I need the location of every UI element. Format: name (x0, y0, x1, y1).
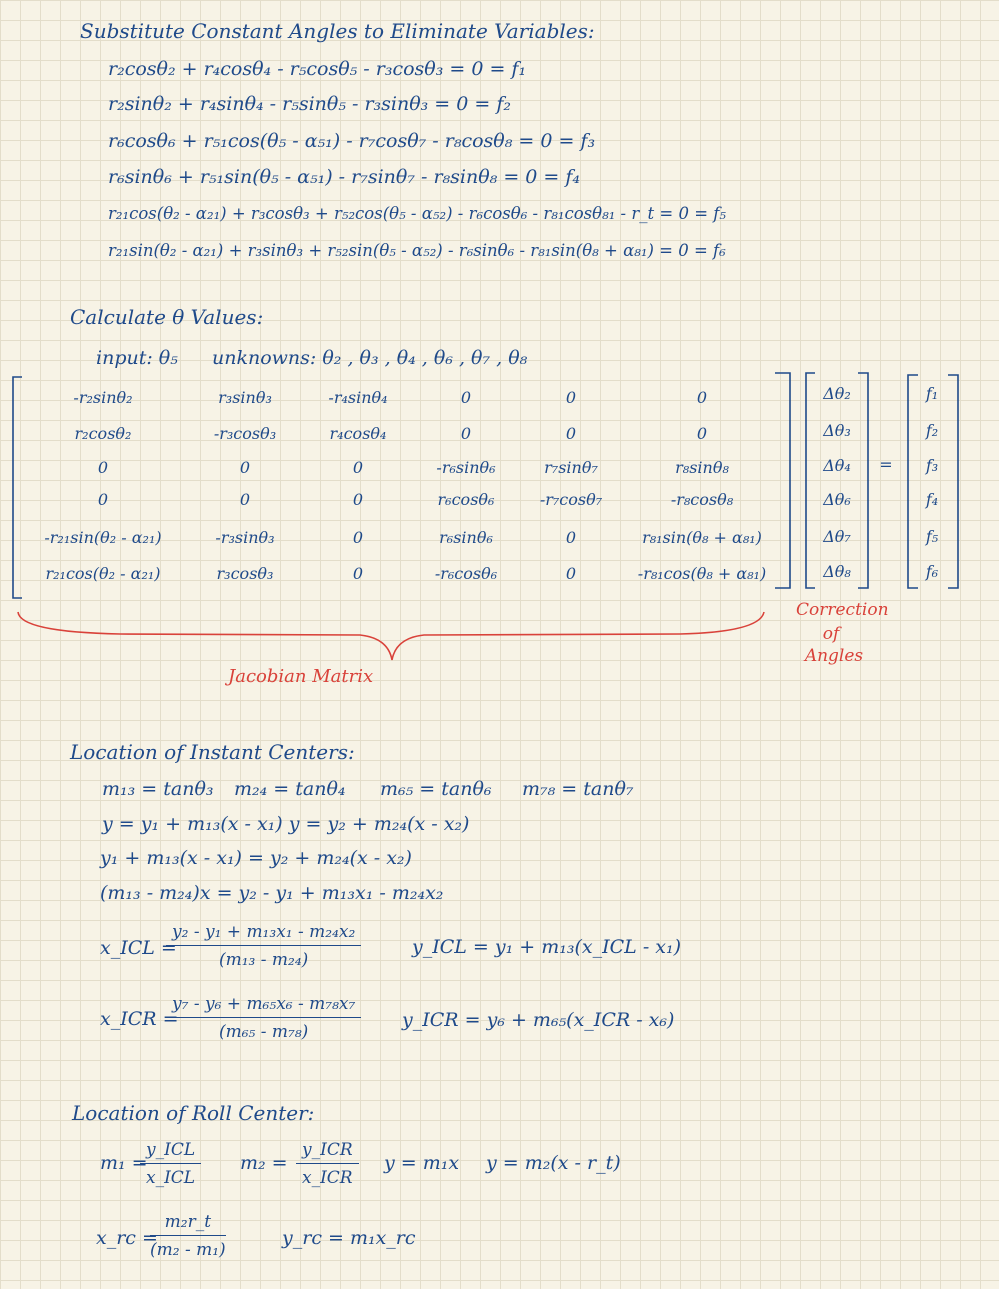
f-right-bracket (948, 375, 958, 588)
matrix-cell: -r₆sinθ₆ (436, 458, 496, 477)
equals-sign: = (879, 455, 893, 474)
yrc-equation: y_rc = m₁x_rc (282, 1227, 416, 1249)
slope-m24: m₂₄ = tanθ₄ (234, 778, 346, 800)
f-left-bracket (908, 375, 918, 588)
matrix-cell: -r₈cosθ₈ (670, 490, 734, 509)
section-heading-substitute: Substitute Constant Angles to Eliminate Variables: (80, 19, 595, 43)
xicl-denominator: (m₁₃ - m₂₄) (218, 950, 309, 970)
matrix-cell: 0 (352, 564, 364, 583)
jacobian-brace (18, 612, 764, 660)
matrix-cell: 0 (239, 490, 251, 509)
section-heading-calculate: Calculate θ Values: (70, 305, 264, 329)
equation-f5: r₂₁cos(θ₂ - α₂₁) + r₃cosθ₃ + r₅₂cos(θ₅ - α₅₂) - r₆cosθ₆ - r₈₁cosθ₈₁ - r_t = 0 = f₅ (108, 204, 726, 223)
matrix-cell: 0 (565, 388, 577, 407)
delta-theta-entry: Δθ₄ (823, 456, 851, 475)
m2-numerator: y_ICR (296, 1140, 359, 1164)
matrix-cell: 0 (239, 458, 251, 477)
matrix-cell: 0 (97, 490, 109, 509)
line-equations: y = y₁ + m₁₃(x - x₁) y = y₂ + m₂₄(x - x₂) (102, 813, 470, 835)
xrc-fraction (150, 1212, 226, 1260)
matrix-right-bracket (775, 373, 790, 588)
matrix-left-bracket (13, 377, 22, 598)
xrc-numerator: m₂r_t (150, 1212, 226, 1236)
m2-fraction (296, 1140, 359, 1188)
f-entry: f₄ (925, 490, 939, 509)
delta-theta-entry: Δθ₆ (823, 490, 851, 509)
xicr-fraction (166, 994, 361, 1042)
f-entry: f₅ (925, 527, 939, 546)
matrix-cell: 0 (696, 424, 708, 443)
xicr-numerator: y₇ - y₆ + m₆₅x₆ - m₇₈x₇ (166, 994, 361, 1018)
xicl-numerator: y₂ - y₁ + m₁₃x₁ - m₂₄x₂ (166, 922, 361, 946)
section-heading-instant-centers: Location of Instant Centers: (70, 740, 355, 764)
input-label: input: θ₅ (96, 347, 178, 369)
xrc-denominator: (m₂ - m₁) (150, 1240, 226, 1260)
delta-right-bracket (858, 373, 868, 588)
equation-f6: r₂₁sin(θ₂ - α₂₁) + r₃sinθ₃ + r₅₂sin(θ₅ - α₅₂) - r₆sinθ₆ - r₈₁sin(θ₈ + α₈₁) = 0 = f₆ (108, 241, 726, 260)
matrix-cell: r₈₁sin(θ₈ + α₈₁) (642, 528, 762, 547)
correction-label-line3: Angles (804, 646, 864, 666)
m1-lhs: m₁ = (100, 1152, 148, 1174)
line-intersection: y₁ + m₁₃(x - x₁) = y₂ + m₂₄(x - x₂) (100, 847, 412, 869)
m1-denominator: x_ICL (146, 1168, 196, 1188)
matrix-cell: -r₇cosθ₇ (539, 490, 603, 509)
jacobian-matrix-label: Jacobian Matrix (228, 666, 374, 687)
matrix-cell: r₂₁cos(θ₂ - α₂₁) (45, 564, 161, 583)
f-entry: f₁ (925, 384, 939, 403)
m1-fraction (140, 1140, 201, 1188)
m2-denominator: x_ICR (302, 1168, 353, 1188)
delta-theta-entry: Δθ₂ (823, 384, 851, 403)
matrix-cell: 0 (460, 424, 472, 443)
slope-m78: m₇₈ = tanθ₇ (522, 778, 634, 800)
equation-f3: r₆cosθ₆ + r₅₁cos(θ₅ - α₅₁) - r₇cosθ₇ - r₈cosθ₈ = 0 = f₃ (108, 130, 596, 152)
yicr-equation: y_ICR = y₆ + m₆₅(x_ICR - x₆) (402, 1009, 675, 1031)
matrix-cell: -r₄sinθ₄ (328, 388, 388, 407)
xicl-fraction (166, 922, 361, 970)
left-line-equation: y = m₁x (384, 1152, 460, 1174)
xrc-lhs: x_rc = (96, 1227, 158, 1249)
line-rearranged: (m₁₃ - m₂₄)x = y₂ - y₁ + m₁₃x₁ - m₂₄x₂ (100, 882, 444, 904)
matrix-cell: r₂cosθ₂ (74, 424, 132, 443)
matrix-cell: -r₃cosθ₃ (213, 424, 277, 443)
equation-f4: r₆sinθ₆ + r₅₁sin(θ₅ - α₅₁) - r₇sinθ₇ - r₈sinθ₈ = 0 = f₄ (108, 166, 581, 188)
xicl-lhs: x_ICL = (100, 937, 177, 959)
equation-f1: r₂cosθ₂ + r₄cosθ₄ - r₅cosθ₅ - r₃cosθ₃ = 0 = f₁ (108, 58, 527, 80)
matrix-cell: r₇sinθ₇ (544, 458, 598, 477)
matrix-cell: r₈sinθ₈ (675, 458, 729, 477)
unknowns-label: unknowns: θ₂ , θ₃ , θ₄ , θ₆ , θ₇ , θ₈ (212, 347, 528, 369)
matrix-cell: -r₈₁cos(θ₈ + α₈₁) (637, 564, 767, 583)
right-line-equation: y = m₂(x - r_t) (486, 1152, 621, 1174)
correction-label-line2: of (822, 624, 840, 644)
matrix-cell: 0 (565, 564, 577, 583)
correction-label-line1: Correction (796, 600, 889, 620)
matrix-cell: 0 (565, 424, 577, 443)
section-heading-roll-center: Location of Roll Center: (72, 1101, 315, 1125)
matrix-cell: 0 (352, 490, 364, 509)
matrix-cell: r₃cosθ₃ (216, 564, 274, 583)
delta-theta-entry: Δθ₃ (823, 421, 851, 440)
m1-numerator: y_ICL (140, 1140, 201, 1164)
slope-m13: m₁₃ = tanθ₃ (102, 778, 214, 800)
matrix-cell: r₆cosθ₆ (437, 490, 495, 509)
matrix-cell: -r₃sinθ₃ (215, 528, 275, 547)
yicl-equation: y_ICL = y₁ + m₁₃(x_ICL - x₁) (412, 936, 682, 958)
matrix-cell: r₄cosθ₄ (329, 424, 387, 443)
matrix-cell: -r₆cosθ₆ (434, 564, 498, 583)
slope-m65: m₆₅ = tanθ₆ (380, 778, 492, 800)
f-entry: f₆ (925, 562, 939, 581)
equation-f2: r₂sinθ₂ + r₄sinθ₄ - r₅sinθ₅ - r₃sinθ₃ = 0 = f₂ (108, 93, 512, 115)
matrix-cell: 0 (97, 458, 109, 477)
delta-theta-entry: Δθ₇ (823, 527, 851, 546)
delta-left-bracket (806, 373, 815, 588)
matrix-cell: r₃sinθ₃ (218, 388, 272, 407)
matrix-cell: 0 (352, 458, 364, 477)
matrix-cell: 0 (565, 528, 577, 547)
matrix-cell: 0 (460, 388, 472, 407)
delta-theta-entry: Δθ₈ (823, 562, 851, 581)
xicr-lhs: x_ICR = (100, 1008, 179, 1030)
matrix-cell: -r₂₁sin(θ₂ - α₂₁) (44, 528, 162, 547)
matrix-cell: -r₂sinθ₂ (73, 388, 133, 407)
f-entry: f₃ (925, 456, 939, 475)
xicr-denominator: (m₆₅ - m₇₈) (218, 1022, 309, 1042)
matrix-cell: 0 (352, 528, 364, 547)
f-entry: f₂ (925, 421, 939, 440)
m2-lhs: m₂ = (240, 1152, 288, 1174)
matrix-cell: r₆sinθ₆ (439, 528, 493, 547)
matrix-cell: 0 (696, 388, 708, 407)
